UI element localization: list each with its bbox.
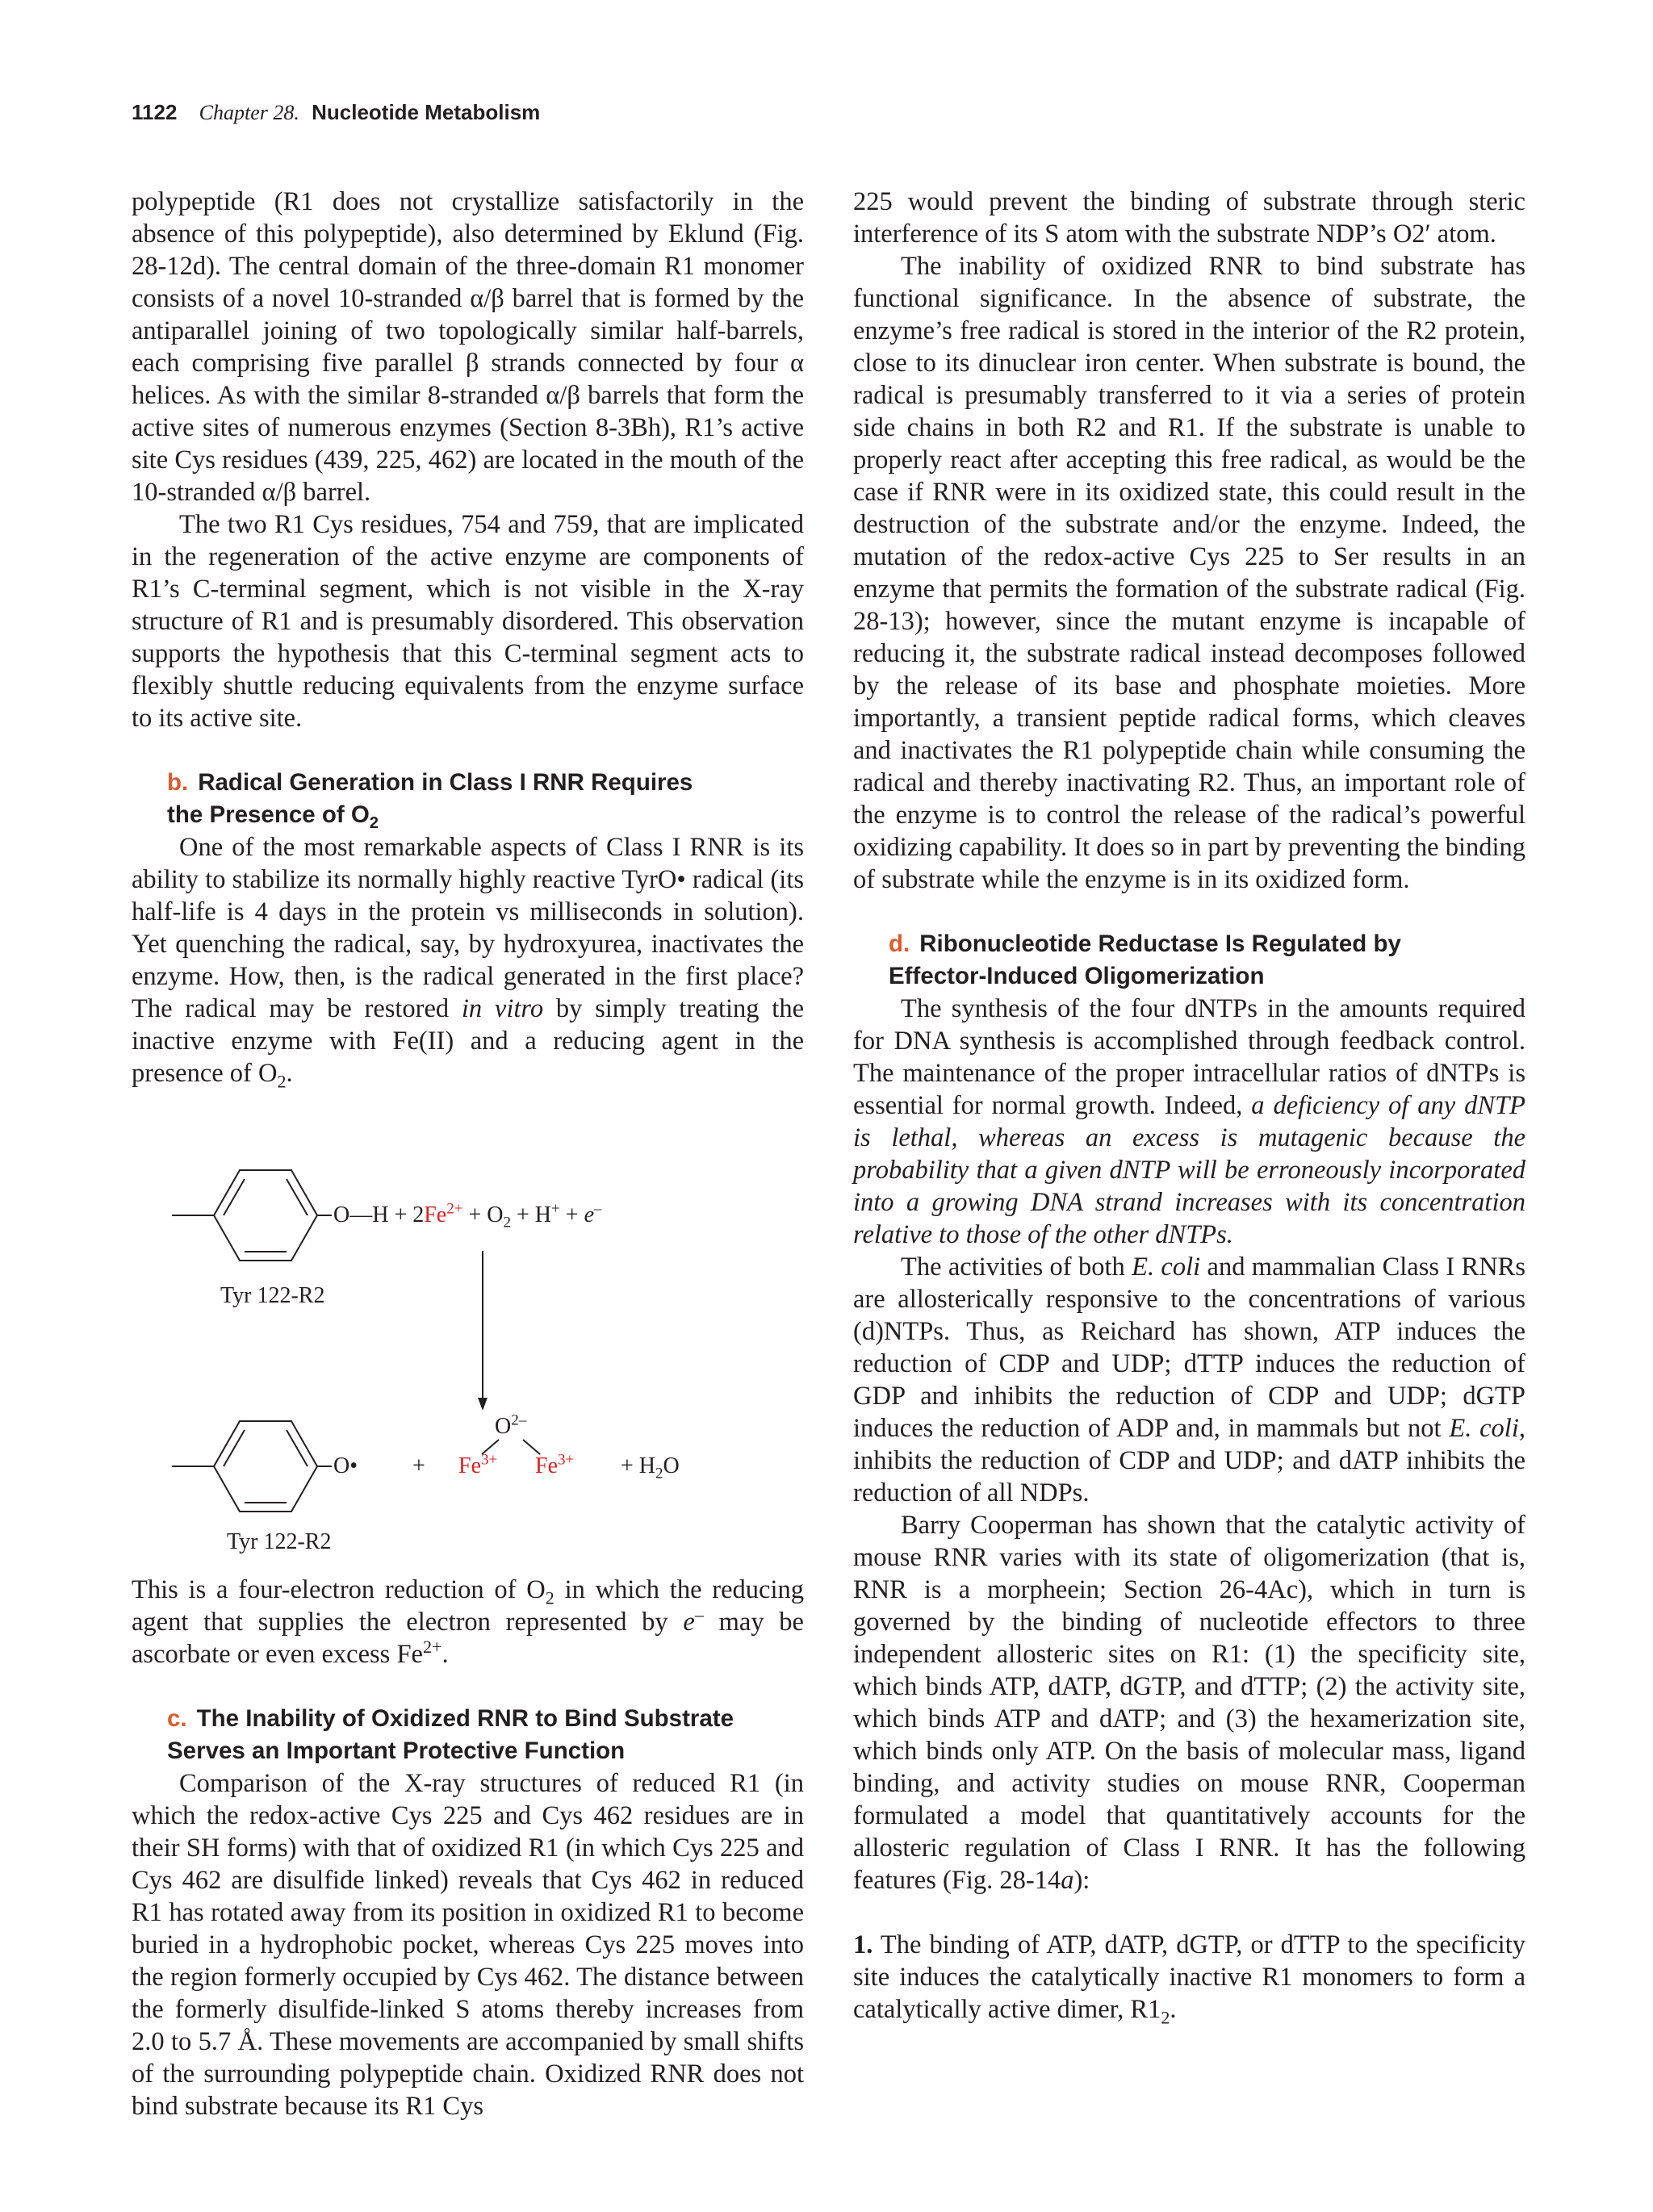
tyr-label-bottom: Tyr 122-R2	[227, 1529, 332, 1554]
tyr-label-top: Tyr 122-R2	[220, 1283, 325, 1308]
paragraph	[853, 1251, 1525, 1509]
section-heading-b	[132, 767, 804, 831]
scheme-top-equation	[333, 1200, 602, 1231]
text-run: Barry Cooperman has shown that the catalytic activity of mouse RNR varies with its state of oligomerization (that is, RNR is a morpheein; Section 26-4Ac), which in turn is governed by the binding of nucleotide effectors to three independent allosteric sites on R1: (1) the specificity site, which binds ATP, dATP, dGTP, and dTTP; (2) the activity site, which binds ATP and dATP; and (3) the hexamerization site, which binds only ATP. On the basis of molecular mass, ligand binding, and activity studies on mouse RNR, Cooperman formulated a model that quantitatively accounts for the allosteric regulation of Class I RNR. It has the following features (Fig. 28-14	[853, 1511, 1525, 1895]
text-run: ):	[1073, 1866, 1090, 1895]
section-letter: d.	[889, 930, 910, 957]
left-column	[132, 186, 804, 2122]
italic-text: E. coli	[1449, 1414, 1519, 1443]
text-run: + H	[517, 1202, 552, 1227]
section-heading-c	[132, 1703, 804, 1767]
paragraph	[853, 993, 1525, 1251]
subscript: 2	[277, 1071, 287, 1092]
paragraph: The inability of oxidized RNR to bind substrate has functional significance. In the absence of substrate, the enzyme’s free radical is stored in the interior of the R2 protein, close to its dinuclear iron center. When substrate is bound, the radical is presumably transferred to it via a series of protein side chains in both R2 and R1. If the substrate is unable to properly react after accepting this free radical, as would be the case if RNR were in its oxidized state, this could result in the destruction of the substrate and/or the enzyme. Indeed, the mutation of the redox-active Cys 225 to Ser results in an enzyme that permits the formation of the substrate radical (Fig. 28-13); however, since the mutant enzyme is incapable of reducing it, the substrate radical instead decomposes followed by the release of its base and phosphate moieties. More importantly, a transient peptide radical forms, which cleaves and inactivates the R1 polypeptide chain while consuming the radical and thereby inactivating R2. Thus, an important role of the enzyme is to control the release of the radical’s powerful oxidizing capability. It does so in part by preventing the binding of substrate while the enzyme is in its oxidized form.	[853, 252, 1525, 894]
radical-o-label: O•	[333, 1453, 358, 1478]
benzene-ring-icon	[172, 1170, 332, 1261]
subscript: 2	[503, 1214, 512, 1231]
paragraph	[853, 1509, 1525, 1896]
text-run: O	[495, 1414, 512, 1439]
subscript: 2	[369, 813, 379, 832]
text-run: may be ascorbate or even excess Fe	[132, 1608, 804, 1669]
subscript: 2	[545, 1587, 554, 1608]
italic-text: a deficiency of any dNTP is lethal, whereas an excess is mutagenic because the probability that a given dNTP will be erroneously incorporated into a growing DNA strand increases with its concentration relative to those of the other dNTPs.	[853, 1091, 1526, 1249]
text-run: Fe	[535, 1453, 558, 1478]
page-number: 1122	[132, 100, 178, 124]
text-run: The binding of ATP, dATP, dGTP, or dTTP to the specificity site induces the catalytically inactive R1 monomers to form a catalytically active dimer, R1	[853, 1930, 1525, 2024]
reaction-scheme	[132, 1089, 804, 1574]
plus-sign: +	[412, 1453, 425, 1478]
section-heading-d	[853, 928, 1525, 993]
superscript: 3+	[481, 1451, 498, 1469]
paragraph: 225 would prevent the binding of substrate through steric interference of its S atom with the substrate NDP’s O2′ atom.	[853, 187, 1525, 249]
text-run: in which the reducing agent that supplies the electron represented by	[132, 1575, 804, 1637]
fe3-right-label	[535, 1453, 574, 1479]
paragraph: polypeptide (R1 does not crystallize satisfactorily in the absence of this polypeptide), also determined by Eklund (Fig. 28-12d). The central domain of the three-domain R1 monomer consists of a novel 10-stranded α/β barrel that is formed by the antiparallel joining of two topologically similar half-barrels, each comprising five parallel β strands connected by four α helices. As with the similar 8-stranded α/β barrels that form the active sites of numerous enzymes (Section 8-3Bh), R1’s active site Cys residues (439, 225, 462) are located in the mouth of the 10-stranded α/β barrel.	[132, 187, 804, 507]
right-column	[853, 186, 1525, 2026]
iron-label: Fe	[424, 1202, 447, 1227]
chapter-title: Nucleotide Metabolism	[312, 100, 541, 124]
superscript: 2–	[511, 1411, 527, 1429]
text-run: O—H + 2	[333, 1202, 425, 1227]
text-run: + O	[468, 1202, 504, 1227]
paragraph	[132, 831, 804, 1092]
superscript: –	[594, 1200, 602, 1218]
paragraph: The two R1 Cys residues, 754 and 759, that are implicated in the regeneration of the active enzyme are components of R1’s C-terminal segment, which is not visible in the X-ray structure of R1 and is presumably disordered. This observation supports the hypothesis that this C-terminal segment acts to flexibly shuttle reducing equivalents from the enzyme surface to its active site.	[132, 510, 804, 733]
text-run: One of the most remarkable aspects of Class I RNR is its ability to stabilize its normally highly reactive TyrO• radical (its half-life is 4 days in the protein vs milliseconds in solution). Yet quenching the radical, say, by hydroxyurea, inactivates the enzyme. How, then, is the radical generated in the first place? The radical may be restored	[132, 833, 804, 1023]
paragraph	[132, 1574, 804, 1670]
text-run: .	[286, 1059, 293, 1088]
text-run: +	[565, 1202, 584, 1227]
italic-text: E. coli	[1132, 1252, 1201, 1282]
list-item	[853, 1929, 1525, 2026]
running-head	[132, 100, 540, 125]
italic-text: in vitro	[461, 994, 544, 1023]
oxo-label	[495, 1411, 527, 1440]
list-number: 1.	[853, 1930, 873, 1959]
text-run: .	[1170, 1995, 1177, 2024]
text-run: + H	[621, 1453, 656, 1478]
water-label	[621, 1453, 680, 1482]
text-run: The activities of both	[901, 1252, 1132, 1282]
superscript: –	[694, 1604, 704, 1625]
text-run: The synthesis of the four dNTPs in the amounts required for DNA synthesis is accomplished through feedback control. The maintenance of the proper intracellular ratios of dNTPs is essential for normal growth. Indeed,	[853, 994, 1525, 1120]
subscript: 2	[1161, 2007, 1170, 2028]
benzene-ring-icon	[172, 1421, 332, 1512]
superscript: 2+	[446, 1200, 463, 1218]
text-run: , inhibits the reduction of CDP and UDP; and dATP inhibits the reduction of all NDPs.	[853, 1414, 1525, 1507]
section-title-line1: Radical Generation in Class I RNR Requires	[198, 769, 693, 796]
text-run: by simply treating the inactive enzyme with Fe(II) and a reducing agent in the presence of O	[132, 994, 804, 1088]
italic-text: a	[1061, 1866, 1074, 1895]
italic-text: e	[683, 1608, 695, 1637]
chapter-label: Chapter 28.	[199, 101, 299, 124]
section-title-line2: the Presence of O	[167, 801, 370, 828]
electron-symbol: e	[584, 1202, 594, 1227]
section-letter: c.	[167, 1705, 187, 1732]
section-title-line2: Effector-Induced Oligomerization	[889, 963, 1265, 989]
fe3-left-label	[458, 1453, 497, 1479]
scheme-drawing	[132, 1089, 804, 1574]
superscript: 2+	[422, 1637, 442, 1658]
text-run: O	[663, 1453, 680, 1478]
text-run: and mammalian Class I RNRs are allosterically responsive to the concentrations of various (d)NTPs. Thus, as Reichard has shown, ATP induces the reduction of CDP and UDP; dTTP induces the reduction of GDP and inhibits the reduction of CDP and UDP; dGTP induces the reduction of ADP and, in mammals but not	[853, 1252, 1525, 1443]
subscript: 2	[655, 1465, 663, 1482]
section-title-line1: The Inability of Oxidized RNR to Bind Substrate	[196, 1705, 734, 1732]
reaction-arrow-icon	[478, 1251, 488, 1411]
section-title-line1: Ribonucleotide Reductase Is Regulated by	[919, 930, 1401, 957]
text-run: .	[441, 1640, 449, 1669]
section-letter: b.	[167, 769, 189, 796]
paragraph: Comparison of the X-ray structures of reduced R1 (in which the redox-active Cys 225 and Cys 462 residues are in their SH forms) with that of oxidized R1 (in which Cys 225 and Cys 462 are disulfide linked) reveals that Cys 462 in reduced R1 has rotated away from its position in oxidized R1 to become buried in a hydrophobic pocket, whereas Cys 225 moves into the region formerly occupied by Cys 462. The distance between the formerly disulfide-linked S atoms thereby increases from 2.0 to 5.7 Å. These movements are accompanied by small shifts of the surrounding polypeptide chain. Oxidized RNR does not bind substrate because its R1 Cys	[132, 1769, 804, 2121]
text-run: This is a four-electron reduction of O	[132, 1575, 546, 1604]
text-run: Fe	[458, 1453, 481, 1478]
superscript: 3+	[558, 1451, 575, 1469]
section-title-line2: Serves an Important Protective Function	[167, 1737, 626, 1764]
superscript: +	[551, 1200, 560, 1218]
